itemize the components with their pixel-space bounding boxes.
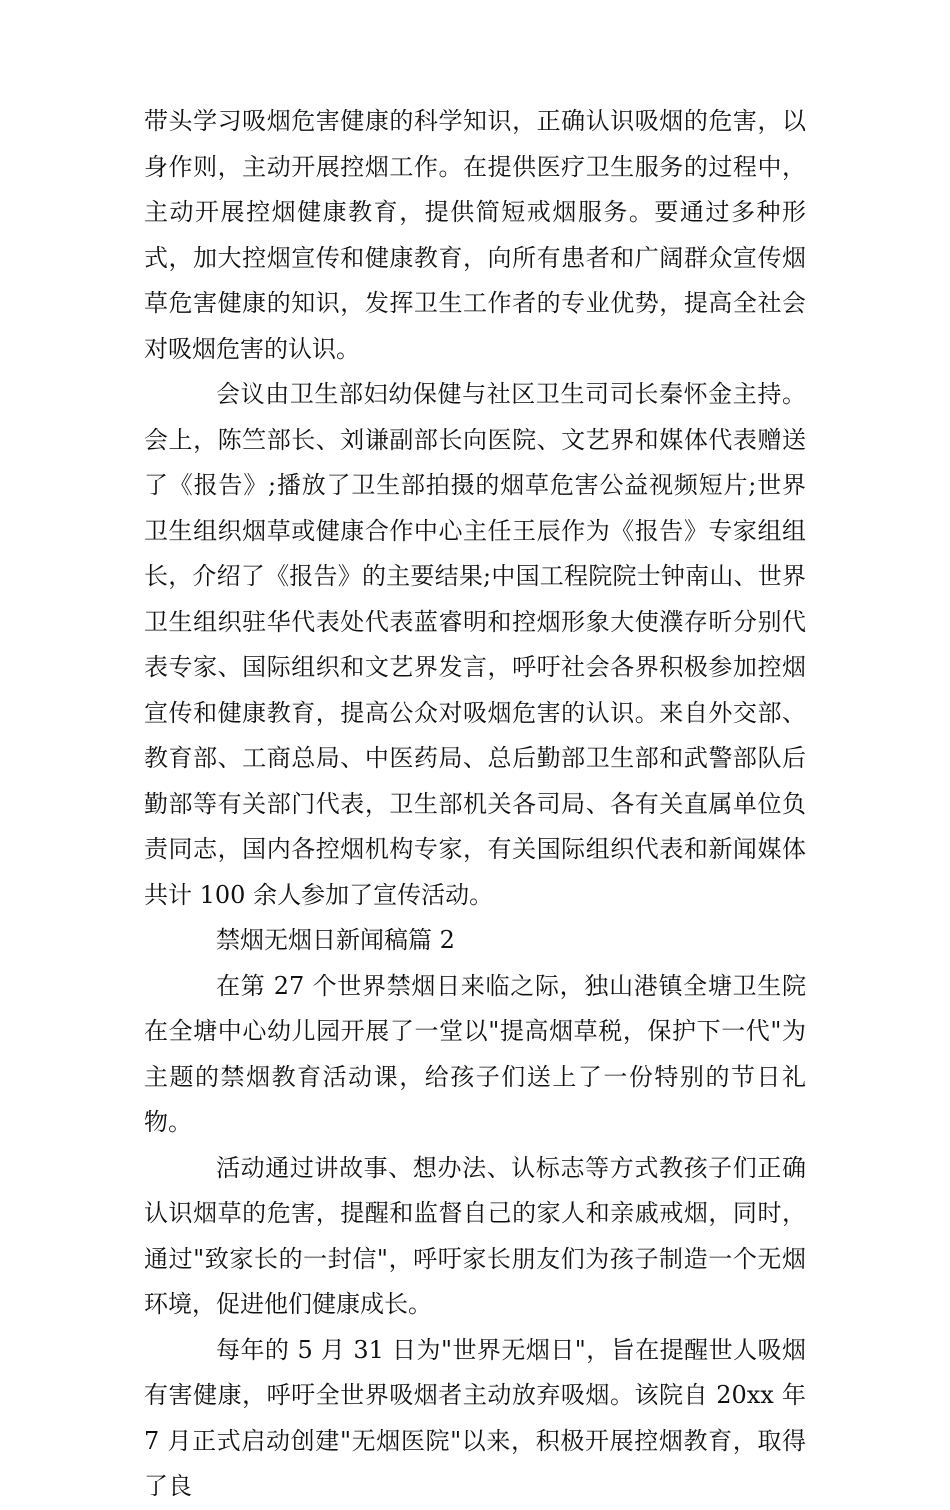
paragraph-meeting: 会议由卫生部妇幼保健与社区卫生司司长秦怀金主持。会上，陈竺部长、刘谦副部长向医院、文艺界和媒体代表赠送了《报告》;播放了卫生部拍摄的烟草危害公益视频短片;世界卫生组织烟草或健康合作中心主任王辰作为《报告》专家组组长，介绍了《报告》的主要结果;中国工程院院士钟南山、世界卫生组织驻华代表处代表蓝睿明和控烟形象大使濮存昕分别代表专家、国际组织和文艺界发言，呼吁社会各界积极参加控烟宣传和健康教育，提高公众对吸烟危害的认识。来自外交部、教育部、工商总局、中医药局、总后勤部卫生部和武警部队后勤部等有关部门代表，卫生部机关各司局、各有关直属单位负责同志，国内各控烟机构专家，有关国际组织代表和新闻媒体共计 100 余人参加了宣传活动。 (144, 380, 806, 909)
paragraph-background: 每年的 5 月 31 日为"世界无烟日"，旨在提醒世人吸烟有害健康，呼吁全世界吸烟者主动放弃吸烟。该院自 20xx 年 7 月正式启动创建"无烟医院"以来，积极开展控烟教育，取得了良 (144, 1335, 806, 1500)
paragraph-event: 在第 27 个世界禁烟日来临之际，独山港镇全塘卫生院在全塘中心幼儿园开展了一堂以"提高烟草税，保护下一代"为主题的禁烟教育活动课，给孩子们送上了一份特别的节日礼物。 (144, 971, 806, 1136)
section-heading: 禁烟无烟日新闻稿篇 2 (216, 926, 455, 954)
paragraph-continuation: 带头学习吸烟危害健康的科学知识，正确认识吸烟的危害，以身作则，主动开展控烟工作。在提供医疗卫生服务的过程中，主动开展控烟健康教育，提供简短戒烟服务。要通过多种形式，加大控烟宣传和健康教育，向所有患者和广阔群众宣传烟草危害健康的知识，发挥卫生工作者的专业优势，提高全社会对吸烟危害的认识。 (144, 107, 806, 363)
document-body (144, 99, 806, 1510)
paragraph-activity: 活动通过讲故事、想办法、认标志等方式教孩子们正确认识烟草的危害，提醒和监督自己的家人和亲戚戒烟，同时，通过"致家长的一封信"，呼吁家长朋友们为孩子制造一个无烟环境，促进他们健康成长。 (144, 1153, 806, 1318)
